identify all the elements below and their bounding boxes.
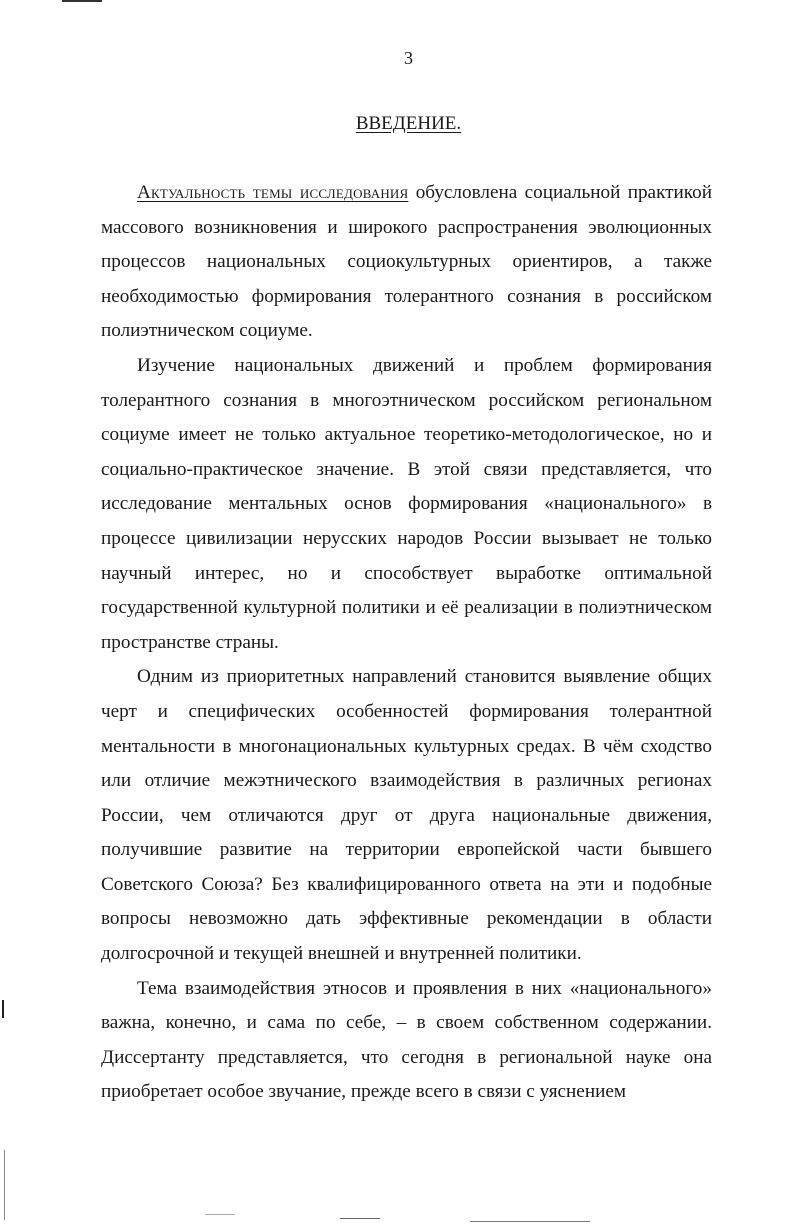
page-title: [10, 113, 797, 135]
paragraph-lead: Актуальность темы исследования: [137, 182, 409, 203]
page-title-text: ВВЕДЕНИЕ.: [355, 113, 462, 134]
paragraph: Одним из приоритетных направлений становится выявление общих черт и специфических особенностей формирования толерантной ментальности в многонациональных культурных средах. В чём сходство или отличие межэтнического взаимодействия в различных регионах России, чем отличаются друг от друга национальные движения, получившие развитие на территории европейской части бывшего Советского Союза? Без квалифицированного ответа на эти и подобные вопросы невозможно дать эффективные рекомендации в области долгосрочной и текущей внешней и внутренней политики.: [101, 666, 712, 965]
scan-artifact-left-edge: [4, 1150, 5, 1220]
page-number: 3: [404, 48, 413, 68]
scan-artifact-bottom: [205, 1214, 235, 1215]
scan-artifact-left: [2, 1000, 4, 1018]
document-body: [101, 176, 712, 1110]
paragraph-text: обусловлена социальной практикой массового возникновения и широкого распространения эволюционных процессов национальных социокультурных ориентиров, а также необходимостью формирования толерантного сознания в российском полиэтническом социуме.: [101, 182, 713, 342]
scan-artifact-top: [62, 0, 102, 2]
scan-artifact-bottom: [470, 1221, 590, 1222]
paragraph: Тема взаимодействия этносов и проявления в них «национального» важна, конечно, и сама по себе, – в своем собственном содержании. Диссертанту представляется, что сегодня в региональной науке она приобретает особое звучание, прежде всего в связи с уяснением: [101, 977, 712, 1103]
paragraph: Изучение национальных движений и проблем формирования толерантного сознания в многоэтническом российском региональном социуме имеет не только актуальное теоретико-методологическое, но и социально-практическое значение. В этой связи представляется, что исследование ментальных основ формирования «национального» в процессе цивилизации нерусских народов России вызывает не только научный интерес, но и способствует выработке оптимальной государственной культурной политики и её реализации в полиэтническом пространстве страны.: [101, 354, 712, 653]
scan-artifact-bottom: [340, 1218, 380, 1219]
paragraph: [101, 176, 712, 349]
